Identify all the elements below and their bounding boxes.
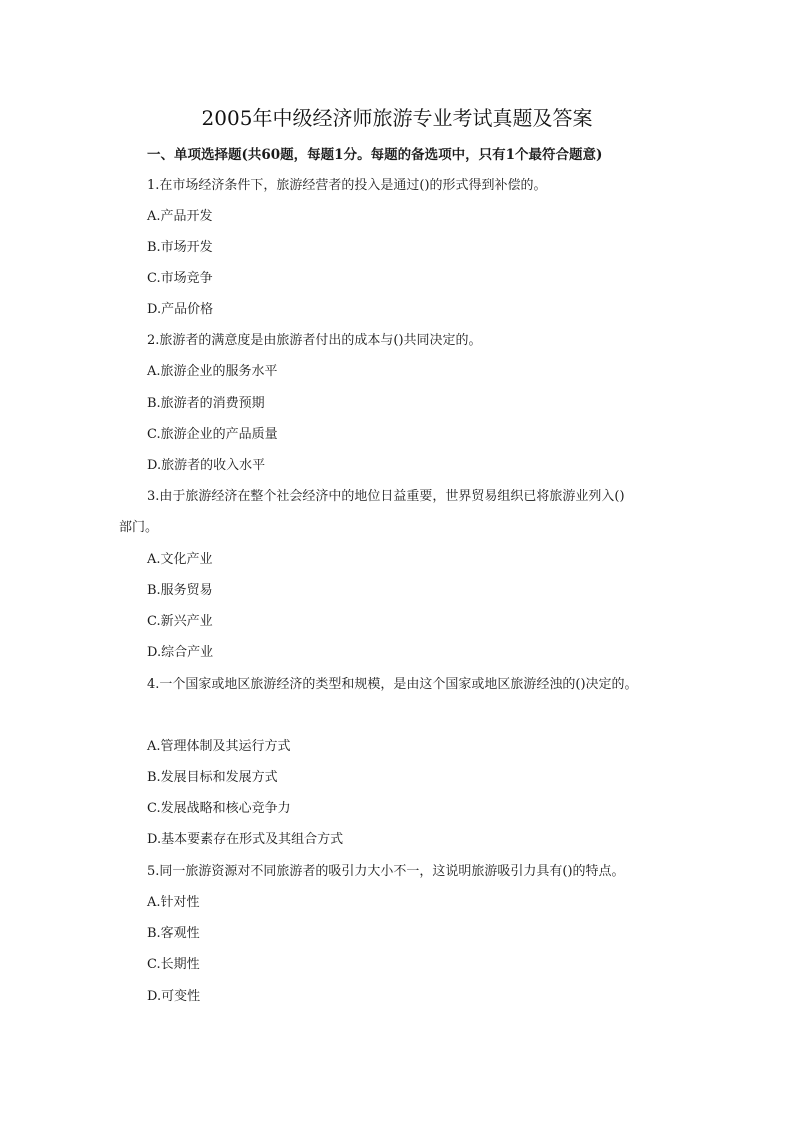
question-1-option-a: A.产品开发: [147, 209, 213, 224]
section-heading: 一、单项选择题(共60题，每题1分。每题的备选项中，只有1个最符合题意): [147, 147, 603, 163]
question-4-option-c: C.发展战略和核心竞争力: [147, 801, 291, 816]
document-title: 2005年中级经济师旅游专业考试真题及答案: [201, 106, 593, 130]
question-3-option-b: B.服务贸易: [147, 583, 213, 598]
question-4-option-d: D.基本要素存在形式及其组合方式: [147, 832, 344, 847]
question-1-option-d: D.产品价格: [147, 302, 214, 317]
question-3-option-a: A.文化产业: [147, 552, 213, 567]
question-1-option-c: C.市场竞争: [147, 271, 213, 286]
question-2-option-c: C.旅游企业的产品质量: [147, 427, 278, 442]
question-4-option-b: B.发展目标和发展方式: [147, 770, 278, 785]
question-3-stem: 3.由于旅游经济在整个社会经济中的地位日益重要，世界贸易组织已将旅游业列入(): [147, 489, 625, 504]
question-1-option-b: B.市场开发: [147, 240, 213, 255]
question-4-option-a: A.管理体制及其运行方式: [147, 739, 291, 754]
question-3-option-d: D.综合产业: [147, 645, 214, 660]
question-2-stem: 2.旅游者的满意度是由旅游者付出的成本与()共同决定的。: [147, 333, 482, 348]
question-2-option-a: A.旅游企业的服务水平: [147, 364, 278, 379]
question-5-option-c: C.长期性: [147, 957, 200, 972]
question-4-stem: 4.一个国家或地区旅游经济的类型和规模，是由这个国家或地区旅游经浊的()决定的。: [147, 677, 638, 692]
question-2-option-d: D.旅游者的收入水平: [147, 458, 266, 473]
question-3-stem-continuation: 部门。: [119, 520, 159, 535]
question-1-stem: 1.在市场经济条件下，旅游经营者的投入是通过()的形式得到补偿的。: [147, 178, 547, 193]
question-2-option-b: B.旅游者的消费预期: [147, 396, 265, 411]
question-5-option-a: A.针对性: [147, 895, 200, 910]
question-5-stem: 5.同一旅游资源对不同旅游者的吸引力大小不一，这说明旅游吸引力具有()的特点。: [147, 864, 625, 879]
question-5-option-b: B.客观性: [147, 926, 200, 941]
question-3-option-c: C.新兴产业: [147, 614, 213, 629]
question-5-option-d: D.可变性: [147, 989, 201, 1004]
